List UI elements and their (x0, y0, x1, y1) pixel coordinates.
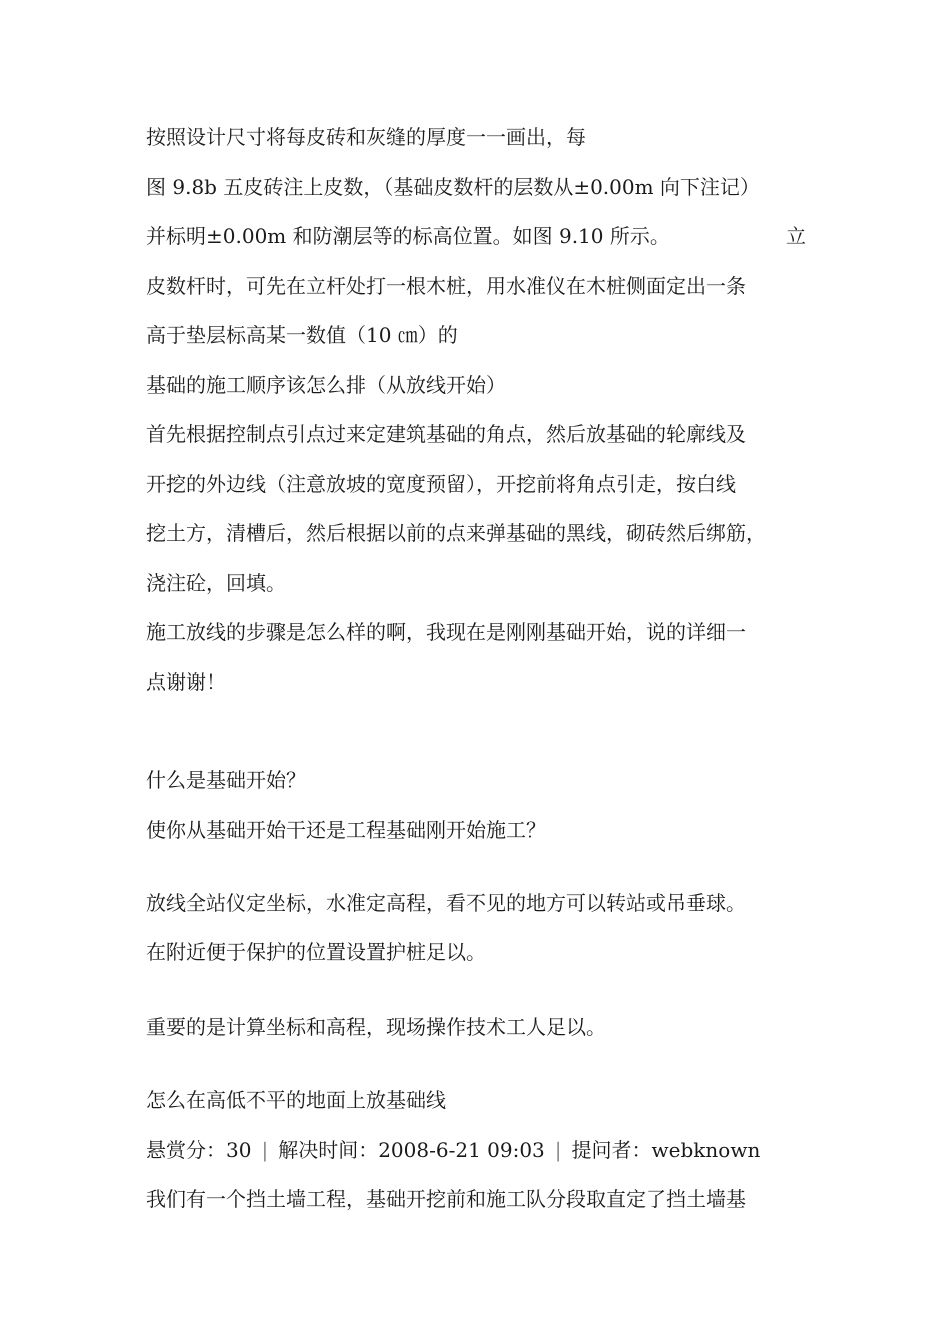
reply-line: 什么是基础开始？ (146, 768, 306, 792)
paragraph-line: 按照设计尺寸将每皮砖和灰缝的厚度一一画出，每 (146, 125, 586, 149)
answer-line: 浇注砼，回填。 (146, 571, 286, 595)
paragraph-line: 图 9.8b 五皮砖注上皮数，（基础皮数杆的层数从±0.00m 向下注记） (146, 175, 760, 199)
reward-label: 悬赏分：30 (146, 1138, 252, 1162)
reply-line: 放线全站仪定坐标，水准定高程，看不见的地方可以转站或吊垂球。 (146, 891, 746, 915)
question-meta (146, 1136, 760, 1164)
meta-separator: | (261, 1138, 269, 1162)
paragraph-line: 高于垫层标高某一数值（10 ㎝）的 (146, 323, 458, 347)
reply-line: 使你从基础开始干还是工程基础刚开始施工？ (146, 818, 546, 842)
paragraph-line-end: 立 (786, 224, 806, 248)
question-title: 怎么在高低不平的地面上放基础线 (146, 1088, 446, 1112)
answer-line: 开挖的外边线（注意放坡的宽度预留），开挖前将角点引走，按白线 (146, 472, 736, 496)
question-line: 施工放线的步骤是怎么样的啊，我现在是刚刚基础开始，说的详细一 (146, 620, 746, 644)
question-title: 基础的施工顺序该怎么排（从放线开始） (146, 373, 506, 397)
paragraph-line: 并标明±0.00m 和防潮层等的标高位置。如图 9.10 所示。 (146, 224, 670, 248)
reply-line: 在附近便于保护的位置设置护桩足以。 (146, 940, 486, 964)
question-line: 点谢谢！ (146, 670, 226, 694)
answer-line: 挖土方，清槽后，然后根据以前的点来弹基础的黑线，砌砖然后绑筋， (146, 521, 766, 545)
asker-label: 提问者：webknown (571, 1138, 761, 1162)
reply-line: 重要的是计算坐标和高程，现场操作技术工人足以。 (146, 1015, 606, 1039)
question-body: 我们有一个挡土墙工程，基础开挖前和施工队分段取直定了挡土墙基 (146, 1187, 746, 1211)
paragraph-line: 皮数杆时，可先在立杆处打一根木桩，用水准仪在木桩侧面定出一条 (146, 274, 746, 298)
solved-time: 解决时间：2008-6-21 09:03 (278, 1138, 545, 1162)
meta-separator: | (554, 1138, 562, 1162)
answer-line: 首先根据控制点引点过来定建筑基础的角点，然后放基础的轮廓线及 (146, 422, 746, 446)
